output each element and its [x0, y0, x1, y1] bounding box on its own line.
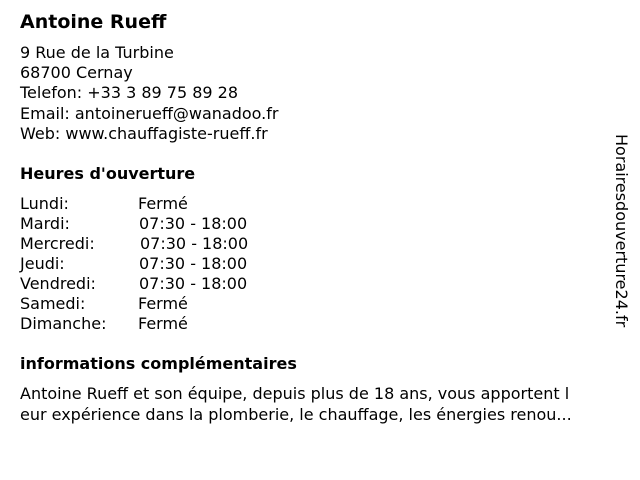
site-watermark: Horairesdouverture24.fr — [612, 134, 631, 328]
web-line: Web: www.chauffagiste-rueff.fr — [20, 123, 268, 143]
hours-time: 07:30 - 18:00 — [139, 214, 248, 233]
hours-time: Fermé — [138, 294, 188, 313]
info-description — [20, 384, 620, 425]
email-line: Email: antoinerueff@wanadoo.fr — [20, 103, 279, 123]
hours-heading: Heures d'ouverture — [20, 164, 196, 183]
hours-time: Fermé — [138, 194, 188, 213]
hours-day: Mercredi: — [20, 234, 95, 253]
address-street: 9 Rue de la Turbine — [20, 43, 174, 62]
hours-day: Mardi: — [20, 214, 70, 233]
hours-day: Samedi: — [20, 294, 86, 313]
phone-line: Telefon: +33 3 89 75 89 28 — [20, 83, 239, 103]
hours-day: Lundi: — [20, 194, 69, 213]
hours-time: 07:30 - 18:00 — [139, 274, 248, 293]
contact-block — [20, 43, 278, 144]
info-description-line: Antoine Rueff et son équipe, depuis plus de 18 ans, vous apportent l — [20, 384, 570, 403]
business-name: Antoine Rueff — [20, 11, 167, 33]
hours-time: 07:30 - 18:00 — [140, 234, 249, 253]
hours-time: 07:30 - 18:00 — [139, 254, 248, 273]
hours-day: Dimanche: — [20, 314, 107, 333]
hours-day: Vendredi: — [20, 274, 96, 293]
hours-time: Fermé — [138, 314, 188, 333]
hours-day: Jeudi: — [20, 254, 65, 273]
address-city: 68700 Cernay — [20, 63, 133, 83]
info-description-line: eur expérience dans la plomberie, le chauffage, les énergies renou... — [20, 404, 572, 424]
info-heading: informations complémentaires — [20, 354, 297, 373]
